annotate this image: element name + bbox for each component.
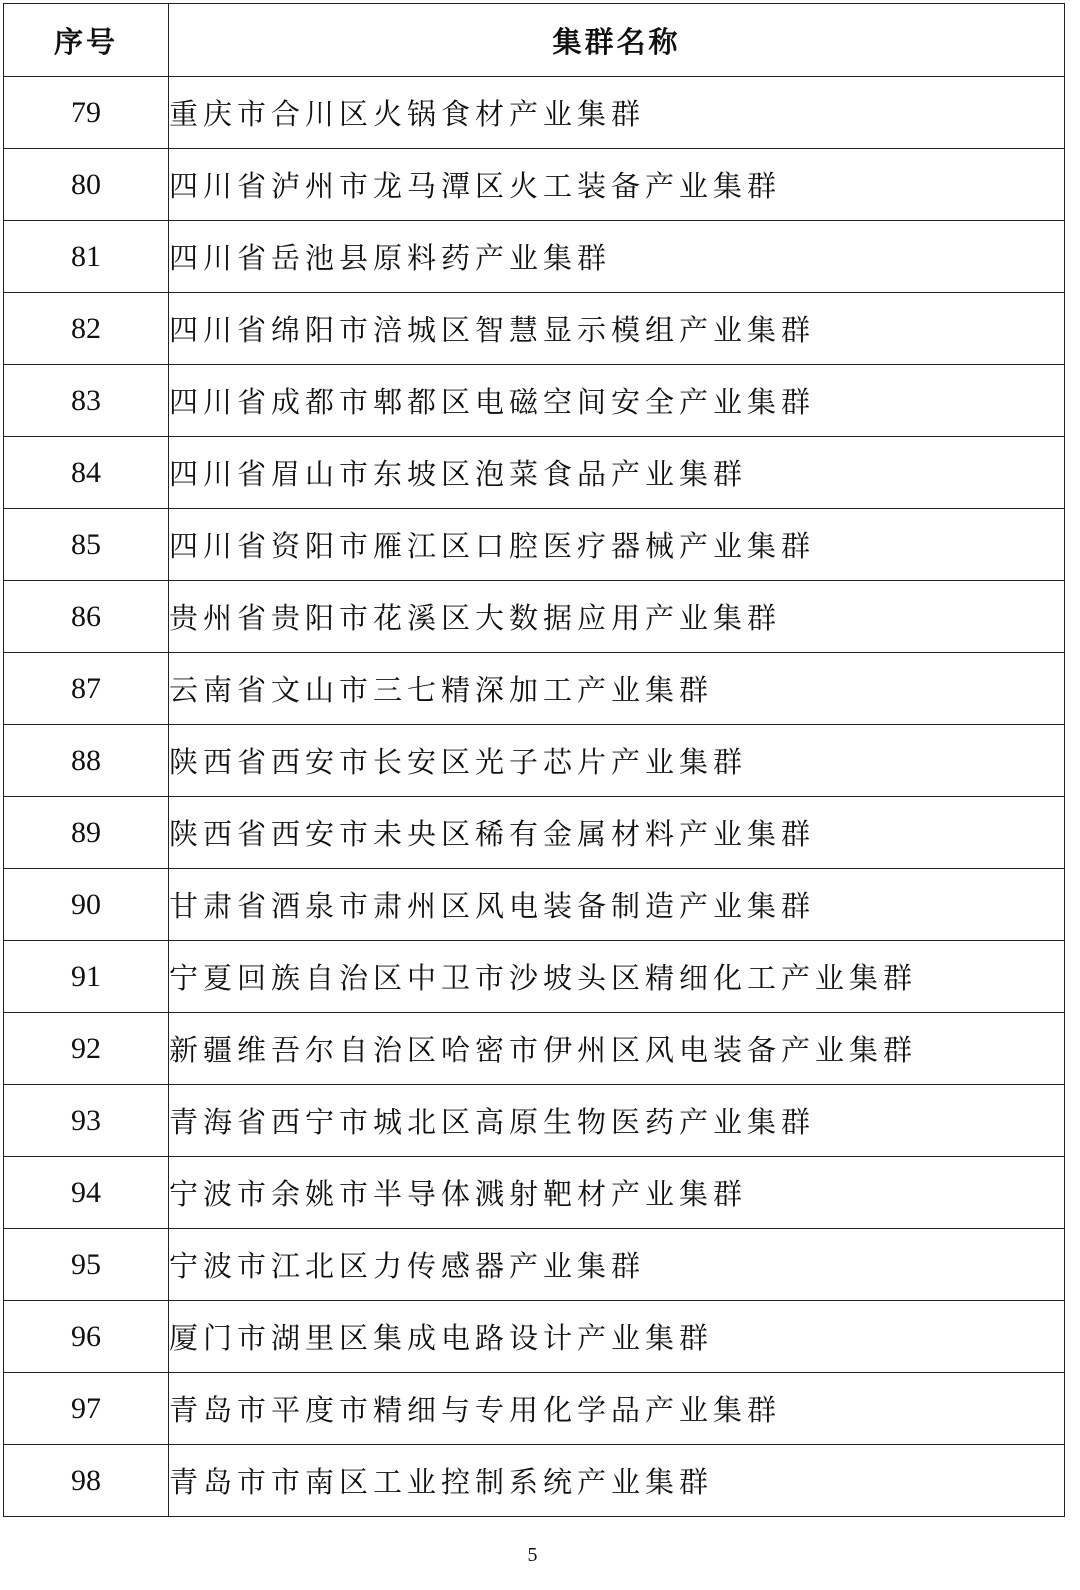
row-index-cell: 85 xyxy=(4,509,169,581)
row-index-cell: 93 xyxy=(4,1085,169,1157)
page-number: 5 xyxy=(527,1544,538,1566)
row-index-cell: 98 xyxy=(4,1445,169,1517)
row-cluster-name-cell: 四川省绵阳市涪城区智慧显示模组产业集群 xyxy=(169,293,1065,365)
row-cluster-name-cell: 四川省泸州市龙马潭区火工装备产业集群 xyxy=(169,149,1065,221)
row-cluster-name-cell: 宁波市余姚市半导体溅射靶材产业集群 xyxy=(169,1157,1065,1229)
row-index-cell: 80 xyxy=(4,149,169,221)
row-cluster-name-cell: 四川省成都市郫都区电磁空间安全产业集群 xyxy=(169,365,1065,437)
table-body xyxy=(4,77,1065,1517)
cluster-list-table xyxy=(3,3,1065,1517)
row-index-cell: 82 xyxy=(4,293,169,365)
row-cluster-name-cell: 厦门市湖里区集成电路设计产业集群 xyxy=(169,1301,1065,1373)
row-cluster-name-cell: 四川省资阳市雁江区口腔医疗器械产业集群 xyxy=(169,509,1065,581)
table-row xyxy=(4,1373,1065,1445)
row-index-cell: 83 xyxy=(4,365,169,437)
table-row xyxy=(4,509,1065,581)
row-index-cell: 87 xyxy=(4,653,169,725)
table-row xyxy=(4,1085,1065,1157)
table-row xyxy=(4,869,1065,941)
row-index-cell: 95 xyxy=(4,1229,169,1301)
table-header xyxy=(4,4,1065,77)
table-row xyxy=(4,437,1065,509)
row-cluster-name-cell: 新疆维吾尔自治区哈密市伊州区风电装备产业集群 xyxy=(169,1013,1065,1085)
table-row xyxy=(4,293,1065,365)
row-cluster-name-cell: 甘肃省酒泉市肃州区风电装备制造产业集群 xyxy=(169,869,1065,941)
row-cluster-name-cell: 云南省文山市三七精深加工产业集群 xyxy=(169,653,1065,725)
row-cluster-name-cell: 宁波市江北区力传感器产业集群 xyxy=(169,1229,1065,1301)
table-row xyxy=(4,77,1065,149)
table-row xyxy=(4,653,1065,725)
row-index-cell: 84 xyxy=(4,437,169,509)
row-cluster-name-cell: 青岛市平度市精细与专用化学品产业集群 xyxy=(169,1373,1065,1445)
table-row xyxy=(4,581,1065,653)
row-cluster-name-cell: 陕西省西安市未央区稀有金属材料产业集群 xyxy=(169,797,1065,869)
row-index-cell: 88 xyxy=(4,725,169,797)
row-cluster-name-cell: 青海省西宁市城北区高原生物医药产业集群 xyxy=(169,1085,1065,1157)
table-row xyxy=(4,149,1065,221)
table-row xyxy=(4,797,1065,869)
row-index-cell: 94 xyxy=(4,1157,169,1229)
row-index-cell: 96 xyxy=(4,1301,169,1373)
header-index: 序号 xyxy=(4,4,169,77)
table-row xyxy=(4,1445,1065,1517)
row-cluster-name-cell: 四川省岳池县原料药产业集群 xyxy=(169,221,1065,293)
table-row xyxy=(4,1013,1065,1085)
row-cluster-name-cell: 青岛市市南区工业控制系统产业集群 xyxy=(169,1445,1065,1517)
row-index-cell: 97 xyxy=(4,1373,169,1445)
row-cluster-name-cell: 宁夏回族自治区中卫市沙坡头区精细化工产业集群 xyxy=(169,941,1065,1013)
row-index-cell: 79 xyxy=(4,77,169,149)
table-row xyxy=(4,365,1065,437)
row-cluster-name-cell: 贵州省贵阳市花溪区大数据应用产业集群 xyxy=(169,581,1065,653)
row-cluster-name-cell: 陕西省西安市长安区光子芯片产业集群 xyxy=(169,725,1065,797)
table-header-row xyxy=(4,4,1065,77)
table-row xyxy=(4,941,1065,1013)
header-cluster-name: 集群名称 xyxy=(169,4,1065,77)
row-cluster-name-cell: 重庆市合川区火锅食材产业集群 xyxy=(169,77,1065,149)
table-row xyxy=(4,1301,1065,1373)
row-index-cell: 91 xyxy=(4,941,169,1013)
row-index-cell: 92 xyxy=(4,1013,169,1085)
row-index-cell: 90 xyxy=(4,869,169,941)
table-row xyxy=(4,1157,1065,1229)
row-index-cell: 86 xyxy=(4,581,169,653)
row-index-cell: 81 xyxy=(4,221,169,293)
table-row xyxy=(4,725,1065,797)
row-index-cell: 89 xyxy=(4,797,169,869)
table-row xyxy=(4,1229,1065,1301)
table-row xyxy=(4,221,1065,293)
row-cluster-name-cell: 四川省眉山市东坡区泡菜食品产业集群 xyxy=(169,437,1065,509)
